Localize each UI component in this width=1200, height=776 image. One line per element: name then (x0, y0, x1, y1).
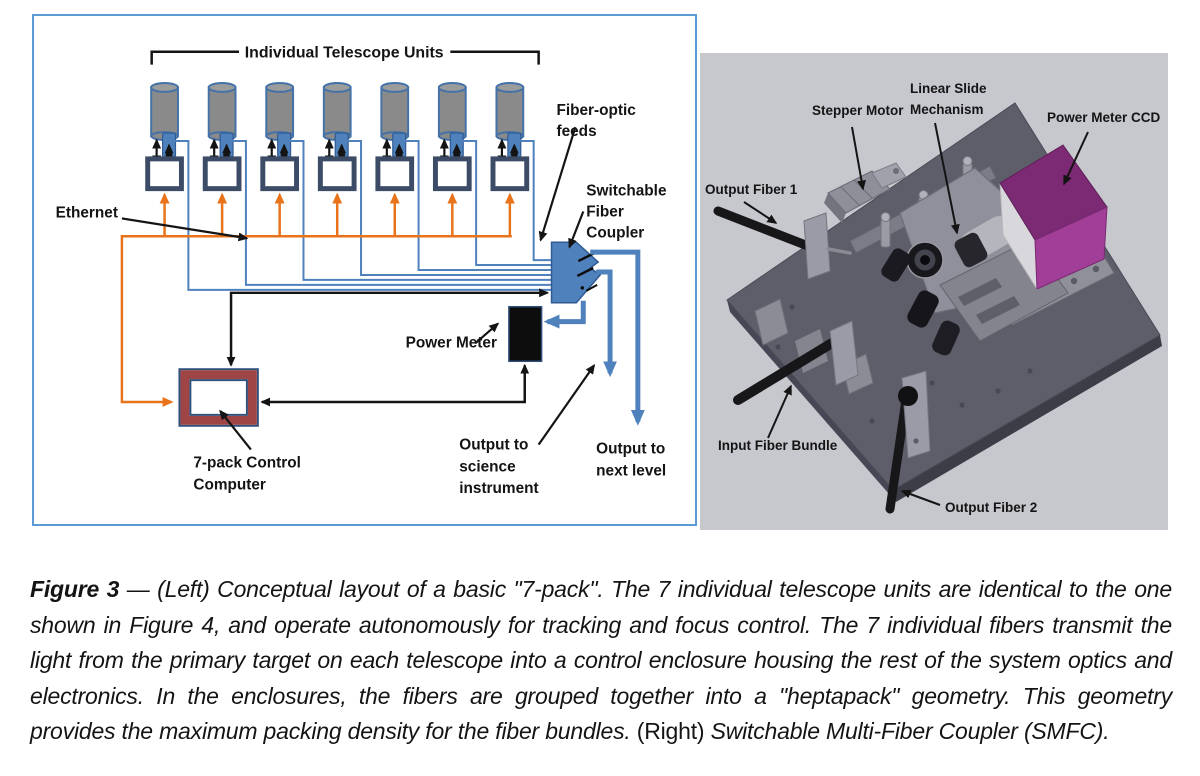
caption-body-2: Switchable Multi-Fiber Coupler (SMFC). (704, 718, 1110, 744)
fiber-feeds-label (556, 102, 636, 140)
fiber-feeds-label-line1: Fiber-optic (556, 102, 636, 120)
computer-coupler-link (231, 293, 548, 365)
coupler-label-line2: Fiber (586, 203, 624, 221)
power-meter-box (509, 307, 542, 362)
telescope-unit (205, 83, 239, 189)
caption-body-1: — (Left) Conceptual layout of a basic "7-pack". The 7 individual telescope units are identical to the one shown in Figure 4, and operate autonomously for tracking and focus control. The 7 individual fibers transmit the light from the primary target on each telescope into a control enclosure housing the rest of the system optics and electronics. In the enclosures, the fibers are grouped together into a "heptapack" geometry. This geometry provides the maximum packing density for the fiber bundles. (30, 576, 1172, 744)
power-meter-feed-line (548, 301, 584, 322)
computer-label (193, 454, 301, 493)
left-diagram-panel (32, 14, 697, 526)
input-fiber-bundle-label: Input Fiber Bundle (718, 438, 838, 453)
telescope-unit (435, 83, 469, 189)
telescope-unit (320, 83, 354, 189)
telescope-unit (263, 83, 297, 189)
computer-powermeter-link (262, 365, 525, 402)
left-diagram (34, 16, 695, 524)
linear-slide-line2: Mechanism (910, 102, 984, 117)
power-meter-label: Power Meter (405, 334, 497, 352)
coupler-label-line1: Switchable (586, 182, 667, 200)
output-science-line1: Output to (459, 436, 529, 454)
output-science-arrow (539, 365, 595, 444)
right-render-panel (700, 53, 1168, 530)
output-next-line1: Output to (596, 440, 666, 458)
control-computer-box (179, 369, 257, 426)
lens-ring (907, 242, 943, 278)
computer-label-line2: Computer (193, 476, 266, 494)
output-fiber-2-label: Output Fiber 2 (945, 500, 1038, 515)
coupler-label-line3: Coupler (586, 224, 645, 242)
output-fiber-1-label: Output Fiber 1 (705, 182, 798, 197)
telescope-units-label: Individual Telescope Units (244, 44, 444, 62)
output-science-line2: science (459, 458, 516, 476)
output-next-line2: next level (596, 462, 667, 480)
output-next-label (596, 441, 666, 480)
figure-caption (30, 572, 1172, 750)
output-science-label (459, 437, 538, 498)
figure-number: Figure 3 (30, 576, 120, 602)
output-science-line3: instrument (459, 480, 539, 498)
output-science-line (596, 272, 610, 373)
coupler-label (586, 183, 667, 242)
linear-slide-line1: Linear Slide (910, 81, 987, 96)
telescope-unit (493, 83, 527, 189)
telescope-units-bracket (152, 45, 539, 65)
smfc-render (700, 53, 1168, 530)
computer-label-line1: 7-pack Control (193, 454, 301, 472)
fiber-feeds-arrow (541, 127, 576, 240)
stepper-motor-label: Stepper Motor (812, 103, 904, 118)
control-links (231, 293, 548, 402)
telescope-unit (378, 83, 412, 189)
ethernet-label: Ethernet (55, 204, 118, 222)
power-meter-ccd-label: Power Meter CCD (1047, 110, 1161, 125)
caption-right-marker: (Right) (636, 718, 705, 744)
fiber-feeds-label-line2: feeds (556, 123, 597, 141)
telescope-unit (148, 83, 182, 189)
